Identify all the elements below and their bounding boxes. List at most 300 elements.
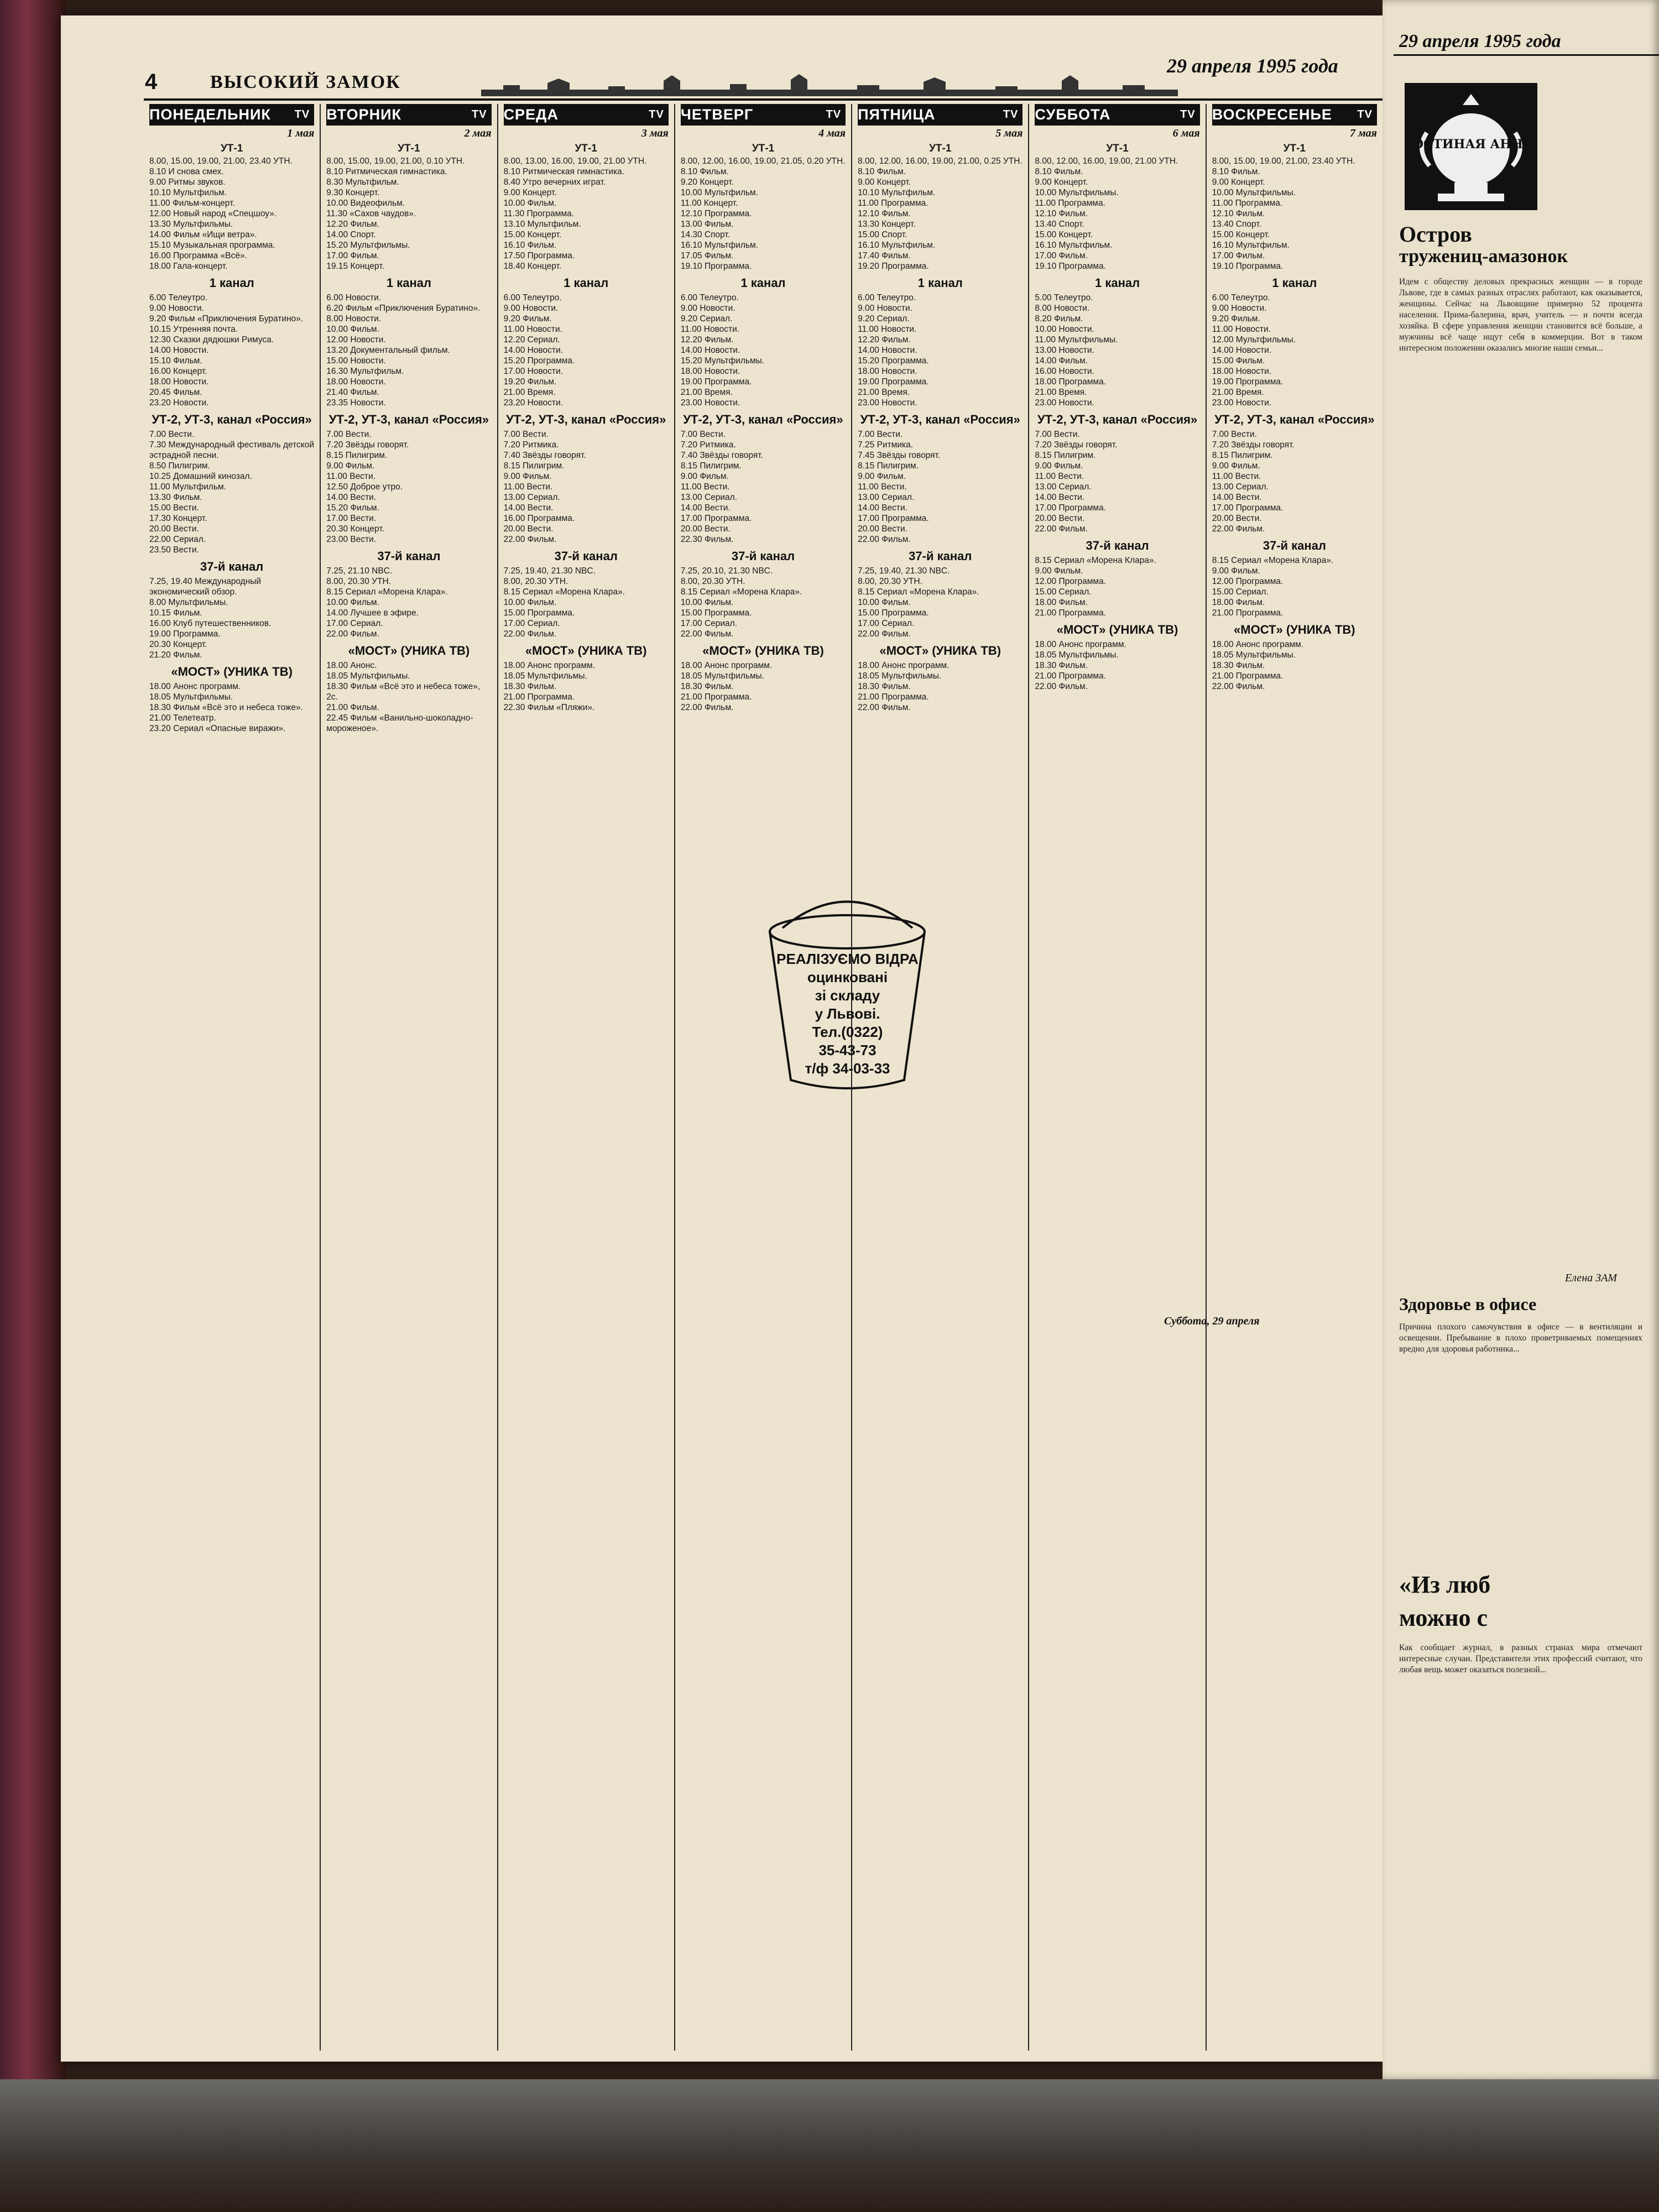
program-listing: 8.15 Сериал «Морена Клара». xyxy=(858,587,979,597)
program-listing: 18.30 Фильм. xyxy=(1035,661,1088,670)
program-listing: 11.00 Вести. xyxy=(503,482,553,492)
program-listing: 18.00 Программа. xyxy=(1035,377,1107,387)
program-listing: 18.05 Мультфильмы. xyxy=(1035,650,1119,660)
program-listing: 8.15 Пилигрим. xyxy=(503,461,565,471)
ad-line-4: у Львові. xyxy=(815,1005,880,1022)
program-listing: 7.40 Звёзды говорят. xyxy=(680,451,763,460)
program-listing: 20.00 Вести. xyxy=(858,524,907,534)
program-listing: 15.20 Мультфильмы. xyxy=(680,356,765,366)
program-listing: УТ-1 xyxy=(398,143,420,154)
day-header xyxy=(1212,104,1377,126)
program-listing: 8.15 Сериал «Морена Клара». xyxy=(326,587,448,597)
program-listing: 8.40 Утро вечерних играт. xyxy=(503,178,606,187)
program-listing: 8.10 Фильм. xyxy=(680,167,729,176)
program-listing: 11.00 Мультфильмы. xyxy=(1035,335,1118,345)
program-listing: 13.30 Фильм. xyxy=(149,493,202,502)
program-listing: 9.00 Новости. xyxy=(1212,304,1267,313)
program-listing: 15.10 Музыкальная программа. xyxy=(149,241,275,250)
day-header xyxy=(858,104,1022,126)
program-listing: 7.25 Ритмика. xyxy=(858,440,914,450)
program-listing: 22.30 Фильм. xyxy=(680,535,734,544)
channel-header: УТ-2, УТ-3, канал «Россия» xyxy=(152,413,312,426)
program-listing: 18.30 Фильм «Всё это и небеса тоже». xyxy=(149,703,303,712)
program-listing: 20.00 Вести. xyxy=(503,524,554,534)
program-listing: 14.00 Вести. xyxy=(326,493,377,502)
right-page-date: 29 апреля 1995 года xyxy=(1399,31,1561,51)
program-listing: 8.00, 12.00, 16.00, 19.00, 21.00, 0.25 УТН. xyxy=(858,156,1022,166)
program-listing: 19.00 Программа. xyxy=(1212,377,1284,387)
program-listing: 9.00 Фильм. xyxy=(503,472,552,481)
program-listing: 14.00 Вести. xyxy=(1212,493,1262,502)
program-listing: 9.20 Концерт. xyxy=(680,178,734,187)
program-listing: 11.00 Концерт. xyxy=(680,199,738,208)
program-listing: 9.00 Концерт. xyxy=(858,178,911,187)
program-listing: 18.00 Анонс. xyxy=(326,661,377,670)
publication-date: 29 апреля 1995 года xyxy=(1167,55,1338,77)
program-listing: 15.20 Мультфильмы. xyxy=(326,241,410,250)
program-listing: 18.00 Новости. xyxy=(680,367,740,376)
program-listing: 19.10 Программа. xyxy=(680,262,752,271)
program-listing: 17.00 Программа. xyxy=(1212,503,1284,513)
program-listing: 17.00 Программа. xyxy=(858,514,929,523)
program-listing: 17.00 Фильм. xyxy=(326,251,379,260)
program-listing: 15.20 Программа. xyxy=(858,356,929,366)
program-listing: 8.00 Новости. xyxy=(326,314,382,324)
day-date: 3 мая xyxy=(641,127,669,139)
day-header xyxy=(681,104,846,126)
masthead: ВЫСОКИЙ ЗАМОК xyxy=(210,72,401,92)
city-skyline-icon xyxy=(481,73,1178,96)
program-listing: 17.00 Сериал. xyxy=(680,619,738,628)
article-signature: Елена ЗАМ xyxy=(1565,1272,1618,1284)
channel-header: 1 канал xyxy=(740,276,786,290)
day-header xyxy=(504,104,669,126)
channel-header: УТ-2, УТ-3, канал «Россия» xyxy=(506,413,666,426)
program-listing: 7.25, 21.10 NBC. xyxy=(326,566,393,576)
day-name: ВТОРНИК xyxy=(326,106,401,123)
program-listing: 7.25, 19.40, 21.30 NBC. xyxy=(858,566,950,576)
program-listing: 9.20 Фильм. xyxy=(503,314,552,324)
program-listing: 8.00, 20.30 УТН. xyxy=(858,577,922,586)
day-name: ЧЕТВЕРГ xyxy=(680,106,754,123)
program-listing: 13.00 Сериал. xyxy=(858,493,915,502)
program-listing: 7.45 Звёзды говорят. xyxy=(858,451,941,460)
program-listing: 9.00 Новости. xyxy=(858,304,912,313)
program-listing: 14.00 Новости. xyxy=(680,346,740,355)
program-listing: 7.25, 20.10, 21.30 NBC. xyxy=(680,566,773,576)
program-listing: 9.30 Концерт. xyxy=(326,188,380,197)
program-listing: 15.00 Концерт. xyxy=(503,230,562,239)
channel-header: УТ-2, УТ-3, канал «Россия» xyxy=(328,413,489,426)
program-listing: 21.00 Программа. xyxy=(680,692,752,702)
day-date: 2 мая xyxy=(464,127,492,139)
program-listing: 8.30 Мультфильм. xyxy=(326,178,399,187)
program-listing: 18.00 Новости. xyxy=(1212,367,1272,376)
program-listing: 9.00 Концерт. xyxy=(1212,178,1265,187)
program-listing: 18.00 Анонс программ. xyxy=(503,661,595,670)
channel-header: «МОСТ» (УНИКА ТВ) xyxy=(525,644,647,658)
channel-header: УТ-2, УТ-3, канал «Россия» xyxy=(1214,413,1375,426)
program-listing: 15.00 Концерт. xyxy=(1035,230,1093,239)
program-listing: 17.00 Новости. xyxy=(503,367,563,376)
program-listing: 9.00 Концерт. xyxy=(1035,178,1088,187)
program-listing: 22.00 Фильм. xyxy=(503,629,557,639)
program-listing: 7.00 Вести. xyxy=(1035,430,1080,439)
program-listing: 18.05 Мультфильмы. xyxy=(149,692,233,702)
program-listing: 7.20 Ритмика. xyxy=(680,440,736,450)
program-listing: 18.05 Мультфильмы. xyxy=(1212,650,1296,660)
program-listing: 14.00 Лучшее в эфире. xyxy=(326,608,419,618)
program-listing: 10.00 Фильм. xyxy=(680,598,734,607)
program-listing: 8.00, 12.00, 16.00, 19.00, 21.00 УТН. xyxy=(1035,156,1178,166)
program-listing: 22.00 Фильм. xyxy=(858,703,911,712)
program-listing: 15.00 Сериал. xyxy=(1035,587,1092,597)
article-heading-3: Здоровье в офисе xyxy=(1399,1294,1537,1314)
program-listing: 22.00 Фильм. xyxy=(1035,682,1088,691)
program-listing: 22.00 Фильм. xyxy=(858,629,911,639)
program-listing: 8.15 Сериал «Морена Клара». xyxy=(680,587,802,597)
program-listing: 7.25, 19.40, 21.30 NBC. xyxy=(503,566,596,576)
article-heading-4: «Из люб xyxy=(1399,1571,1491,1598)
program-listing: 23.50 Вести. xyxy=(149,545,199,555)
program-listing: 9.00 Фильм. xyxy=(1212,461,1260,471)
day-name: ВОСКРЕСЕНЬЕ xyxy=(1212,106,1332,123)
program-listing: УТ-1 xyxy=(575,143,597,154)
program-listing: 7.00 Вести. xyxy=(326,430,372,439)
channel-header: 37-й канал xyxy=(731,549,795,563)
program-listing: 23.35 Новости. xyxy=(326,398,386,408)
tv-icon: TV xyxy=(472,108,487,121)
program-listing: 23.20 Новости. xyxy=(149,398,209,408)
program-listing: 18.00 Фильм. xyxy=(1035,598,1088,607)
program-listing: 23.20 Новости. xyxy=(503,398,563,408)
program-listing: 20.00 Вести. xyxy=(1035,514,1085,523)
program-listing: 17.50 Программа. xyxy=(503,251,575,260)
program-listing: 15.20 Фильм. xyxy=(326,503,379,513)
program-listing: 11.00 Программа. xyxy=(858,199,928,208)
program-listing: 19.20 Фильм. xyxy=(503,377,557,387)
program-listing: 8.15 Пилигрим. xyxy=(680,461,742,471)
ad-text xyxy=(760,950,935,1078)
program-listing: 11.00 Вести. xyxy=(1212,472,1261,481)
program-listing: 16.00 Клуб путешественников. xyxy=(149,619,272,628)
day-column xyxy=(498,104,675,2051)
program-listing: 15.00 Сериал. xyxy=(1212,587,1269,597)
channel-header: УТ-2, УТ-3, канал «Россия» xyxy=(860,413,1020,426)
program-listing: 11.00 Вести. xyxy=(858,482,907,492)
program-listing: 8.00 Новости. xyxy=(1035,304,1090,313)
program-listing: 6.20 Фильм «Приключения Буратино». xyxy=(326,304,481,313)
program-listing: 20.00 Вести. xyxy=(149,524,199,534)
program-listing: 12.10 Фильм. xyxy=(1212,209,1265,218)
day-date: 4 мая xyxy=(818,127,846,139)
page-number: 4 xyxy=(145,70,158,94)
program-listing: 13.10 Мультфильм. xyxy=(503,220,581,229)
program-listing: 18.00 Анонс программ. xyxy=(1212,640,1304,649)
program-listing: 6.00 Телеутро. xyxy=(1212,293,1270,302)
program-listing: 14.00 Вести. xyxy=(858,503,907,513)
header-rule xyxy=(144,98,1383,101)
program-listing: 14.00 Вести. xyxy=(503,503,554,513)
program-listing: 20.00 Вести. xyxy=(680,524,731,534)
program-listing: 18.00 Анонс программ. xyxy=(1035,640,1126,649)
program-listing: 11.00 Вести. xyxy=(680,482,730,492)
program-listing: 11.00 Мультфильм. xyxy=(149,482,226,492)
program-listing: 21.00 Время. xyxy=(858,388,910,397)
day-header xyxy=(149,104,314,126)
program-listing: 17.00 Программа. xyxy=(680,514,752,523)
channel-header: 1 канал xyxy=(1272,276,1317,290)
program-listing: 7.40 Звёзды говорят. xyxy=(503,451,586,460)
program-listing: 16.10 Мультфильм. xyxy=(858,241,936,250)
program-listing: 14.00 Новости. xyxy=(503,346,563,355)
ad-line-7: т/ф 34-03-33 xyxy=(805,1060,890,1077)
program-listing: 12.10 Фильм. xyxy=(858,209,911,218)
program-listing: 12.20 Фильм. xyxy=(858,335,911,345)
program-listing: 18.30 Фильм. xyxy=(503,682,557,691)
program-listing: 14.00 Новости. xyxy=(1212,346,1272,355)
program-listing: 21.00 Программа. xyxy=(503,692,575,702)
program-listing: 13.00 Сериал. xyxy=(1035,482,1092,492)
program-listing: 18.00 Анонс программ. xyxy=(149,682,241,691)
day-name: СУББОТА xyxy=(1035,106,1111,123)
channel-header: 1 канал xyxy=(1095,276,1140,290)
program-listing: 10.00 Новости. xyxy=(1035,325,1094,334)
channel-header: 1 канал xyxy=(386,276,431,290)
program-listing: 7.00 Вести. xyxy=(858,430,903,439)
program-listing: 8.10 Ритмическая гимнастика. xyxy=(326,167,447,176)
channel-header: «МОСТ» (УНИКА ТВ) xyxy=(1056,623,1178,637)
program-listing: 10.00 Фильм. xyxy=(503,199,557,208)
day-name: СРЕДА xyxy=(503,106,559,123)
program-listing: 21.40 Фильм. xyxy=(326,388,379,397)
program-listing: УТ-1 xyxy=(752,143,775,154)
channel-header: «МОСТ» (УНИКА ТВ) xyxy=(1234,623,1355,637)
program-listing: 9.00 Ритмы звуков. xyxy=(149,178,226,187)
tv-icon: TV xyxy=(1180,108,1196,121)
program-listing: 6.00 Телеутро. xyxy=(149,293,208,302)
day-column xyxy=(1207,104,1383,2051)
ad-line-5: Тел.(0322) xyxy=(812,1024,883,1040)
program-listing: 8.00, 20.30 УТН. xyxy=(680,577,745,586)
program-listing: 16.10 Мультфильм. xyxy=(680,241,758,250)
program-listing: 22.00 Фильм. xyxy=(1035,524,1088,534)
program-listing: 21.00 Время. xyxy=(1035,388,1087,397)
program-listing: 22.00 Фильм. xyxy=(680,629,734,639)
program-listing: 14.00 Фильм «Ищи ветра». xyxy=(149,230,257,239)
program-listing: 6.00 Телеутро. xyxy=(680,293,739,302)
program-listing: 8.10 Ритмическая гимнастика. xyxy=(503,167,625,176)
program-listing: 16.10 Фильм. xyxy=(503,241,557,250)
samovar-logo-icon xyxy=(1405,83,1537,210)
logo-text: ГОСТИНАЯ АННЫ xyxy=(1405,137,1537,152)
program-listing: 11.00 Новости. xyxy=(858,325,917,334)
program-listing: 18.40 Концерт. xyxy=(503,262,562,271)
article-body-1: Идем с обществу деловых прекрасных женщин — в городе Львове, где в самых разных отраслях работают, как оказывается, женщины. Сейчас на Львовщине примерно 52 процента населения. Прима-балерина, врач, учитель — и почти всегда хозяйка. В сфере управления женщин становится всё больше, а мужчины всё чаще ищут себя в коммерции. Вот в таком интересном положении оказались многие наши семьи... xyxy=(1399,277,1642,353)
program-listing: 22.00 Фильм. xyxy=(680,703,734,712)
binder-edge xyxy=(0,0,66,2212)
channel-header: «МОСТ» (УНИКА ТВ) xyxy=(879,644,1001,658)
channel-header: «МОСТ» (УНИКА ТВ) xyxy=(702,644,824,658)
program-listing: 18.05 Мультфильмы. xyxy=(858,671,942,681)
program-listing: 18.05 Мультфильмы. xyxy=(326,671,410,681)
program-listing: 11.00 Новости. xyxy=(503,325,562,334)
program-listing: 21.00 Программа. xyxy=(1212,608,1284,618)
weekend-header xyxy=(1164,1315,1383,1328)
day-date: 6 мая xyxy=(1172,127,1200,139)
program-listing: 8.15 Сериал «Морена Клара». xyxy=(1212,556,1334,565)
program-listing: 21.00 Время. xyxy=(1212,388,1264,397)
program-listing: 7.25, 19.40 Международный экономический обзор. xyxy=(149,577,262,597)
program-listing: 21.00 Программа. xyxy=(1035,608,1107,618)
program-listing: 6.00 Новости. xyxy=(326,293,382,302)
program-listing: 8.00, 15.00, 19.00, 21.00, 23.40 УТН. xyxy=(1212,156,1355,166)
program-listing: 7.20 Ритмика. xyxy=(503,440,559,450)
tv-icon: TV xyxy=(649,108,664,121)
program-listing: 13.00 Сериал. xyxy=(680,493,738,502)
newspaper-page-right xyxy=(1383,0,1659,2079)
program-listing: 12.20 Фильм. xyxy=(680,335,734,345)
program-listing: 13.20 Документальный фильм. xyxy=(326,346,450,355)
channel-header: УТ-2, УТ-3, канал «Россия» xyxy=(683,413,843,426)
program-listing: 17.00 Фильм. xyxy=(1035,251,1088,260)
program-listing: 18.00 Фильм. xyxy=(1212,598,1265,607)
program-listing: 7.00 Вести. xyxy=(1212,430,1257,439)
program-listing: 12.00 Новый народ «Спецшоу». xyxy=(149,209,277,218)
program-listing: 9.00 Концерт. xyxy=(503,188,557,197)
program-listing: 11.00 Программа. xyxy=(1212,199,1283,208)
program-listing: 14.00 Вести. xyxy=(1035,493,1085,502)
program-listing: 15.10 Фильм. xyxy=(149,356,202,366)
program-listing: 8.15 Пилигрим. xyxy=(1035,451,1096,460)
program-listing: 23.00 Новости. xyxy=(680,398,740,408)
program-listing: 7.00 Вести. xyxy=(680,430,726,439)
program-listing: 10.10 Мультфильм. xyxy=(858,188,936,197)
program-listing: 20.45 Фильм. xyxy=(149,388,202,397)
program-listing: 15.00 Программа. xyxy=(503,608,575,618)
program-listing: 14.00 Спорт. xyxy=(326,230,376,239)
program-listing: 12.20 Фильм. xyxy=(326,220,379,229)
program-listing: 17.00 Программа. xyxy=(1035,503,1107,513)
program-listing: 15.20 Программа. xyxy=(503,356,575,366)
program-listing: 8.00 Мультфильмы. xyxy=(149,598,228,607)
program-listing: 22.00 Фильм. xyxy=(326,629,379,639)
program-listing: 8.15 Сериал «Морена Клара». xyxy=(1035,556,1156,565)
program-listing: 10.00 Мультфильмы. xyxy=(1212,188,1296,197)
program-listing: 9.20 Фильм. xyxy=(1212,314,1260,324)
channel-header: 37-й канал xyxy=(200,560,264,573)
program-listing: 14.30 Спорт. xyxy=(680,230,731,239)
program-listing: 18.00 Новости. xyxy=(326,377,386,387)
program-listing: 18.00 Гала-концерт. xyxy=(149,262,228,271)
program-listing: 16.10 Мультфильм. xyxy=(1212,241,1290,250)
program-listing: 12.00 Программа. xyxy=(1212,577,1284,586)
program-listing: 15.00 Концерт. xyxy=(1212,230,1270,239)
program-listing: 19.00 Программа. xyxy=(858,377,929,387)
program-listing: 10.00 Фильм. xyxy=(326,325,379,334)
program-listing: 21.00 Фильм. xyxy=(326,703,379,712)
program-listing: 19.20 Программа. xyxy=(858,262,929,271)
program-listing: 22.00 Фильм. xyxy=(1212,682,1265,691)
program-listing: 22.00 Фильм. xyxy=(858,535,911,544)
program-listing: 9.20 Сериал. xyxy=(858,314,910,324)
channel-header: 37-й канал xyxy=(909,549,972,563)
program-listing: 9.00 Фильм. xyxy=(1035,461,1083,471)
newspaper-page-left xyxy=(61,15,1383,2062)
program-listing: 18.05 Мультфильмы. xyxy=(680,671,765,681)
program-listing: 9.00 Новости. xyxy=(680,304,735,313)
program-listing: 11.00 Фильм-концерт. xyxy=(149,199,235,208)
day-date: 5 мая xyxy=(995,127,1023,139)
program-listing: 11.30 Программа. xyxy=(503,209,575,218)
program-listing: 21.00 Время. xyxy=(680,388,733,397)
program-listing: 10.00 Видеофильм. xyxy=(326,199,405,208)
program-listing: 8.00, 12.00, 16.00, 19.00, 21.05, 0.20 УТН. xyxy=(680,156,846,166)
ad-line-2: оцинковані xyxy=(807,969,888,985)
program-listing: 17.00 Фильм. xyxy=(1212,251,1265,260)
program-listing: 7.00 Вести. xyxy=(149,430,195,439)
channel-header: 37-й канал xyxy=(1262,539,1326,552)
program-listing: 17.40 Фильм. xyxy=(858,251,911,260)
program-listing: 8.00, 15.00, 19.00, 21.00, 23.40 УТН. xyxy=(149,156,293,166)
article-heading-1: Остров xyxy=(1399,222,1472,247)
channel-header: 1 канал xyxy=(209,276,254,290)
program-listing: 19.10 Программа. xyxy=(1212,262,1284,271)
channel-header: 37-й канал xyxy=(554,549,618,563)
program-listing: 21.20 Фильм. xyxy=(149,650,202,660)
program-listing: 7.20 Звёзды говорят. xyxy=(326,440,409,450)
program-listing: 5.00 Телеутро. xyxy=(1035,293,1093,302)
program-listing: 12.10 Фильм. xyxy=(1035,209,1088,218)
program-listing: 23.00 Новости. xyxy=(1035,398,1094,408)
program-listing: 12.00 Мультфильмы. xyxy=(1212,335,1296,345)
program-listing: 15.00 Фильм. xyxy=(1212,356,1265,366)
program-listing: УТ-1 xyxy=(1283,143,1306,154)
program-listing: 21.00 Программа. xyxy=(1035,671,1107,681)
day-name: ПЯТНИЦА xyxy=(858,106,936,123)
page-header xyxy=(61,15,1383,93)
program-listing: 15.00 Вести. xyxy=(149,503,199,513)
program-listing: 10.00 Мультфильм. xyxy=(680,188,758,197)
tv-icon: TV xyxy=(826,108,842,121)
program-listing: 11.30 «Сахов чаудов». xyxy=(326,209,416,218)
program-listing: 16.10 Мультфильм. xyxy=(1035,241,1113,250)
article-heading-5: можно с xyxy=(1399,1604,1488,1631)
program-listing: 18.00 Анонс программ. xyxy=(858,661,950,670)
program-listing: 7.30 Международный фестиваль детской эстрадной песни. xyxy=(149,440,315,460)
program-listing: 7.00 Вести. xyxy=(503,430,549,439)
channel-header: 1 канал xyxy=(917,276,963,290)
day-column xyxy=(144,104,321,2051)
program-listing: 18.30 Фильм. xyxy=(680,682,734,691)
program-listing: 23.00 Новости. xyxy=(858,398,917,408)
program-listing: УТ-1 xyxy=(929,143,952,154)
article-heading-2: тружениц-амазонок xyxy=(1399,246,1568,267)
program-listing: 9.00 Новости. xyxy=(503,304,559,313)
program-listing: 16.00 Программа. xyxy=(503,514,575,523)
program-listing: 10.15 Фильм. xyxy=(149,608,202,618)
program-listing: 17.05 Фильм. xyxy=(680,251,734,260)
program-listing: 10.00 Фильм. xyxy=(858,598,911,607)
program-listing: 11.00 Вести. xyxy=(326,472,375,481)
program-listing: 22.00 Сериал. xyxy=(149,535,206,544)
program-listing: 8.00, 20.30 УТН. xyxy=(326,577,391,586)
program-listing: 11.00 Вести. xyxy=(1035,472,1084,481)
program-listing: 12.50 Доброе утро. xyxy=(326,482,403,492)
program-listing: 19.10 Программа. xyxy=(1035,262,1107,271)
ad-line-3: зі складу xyxy=(815,987,880,1004)
program-listing: 15.00 Программа. xyxy=(680,608,752,618)
